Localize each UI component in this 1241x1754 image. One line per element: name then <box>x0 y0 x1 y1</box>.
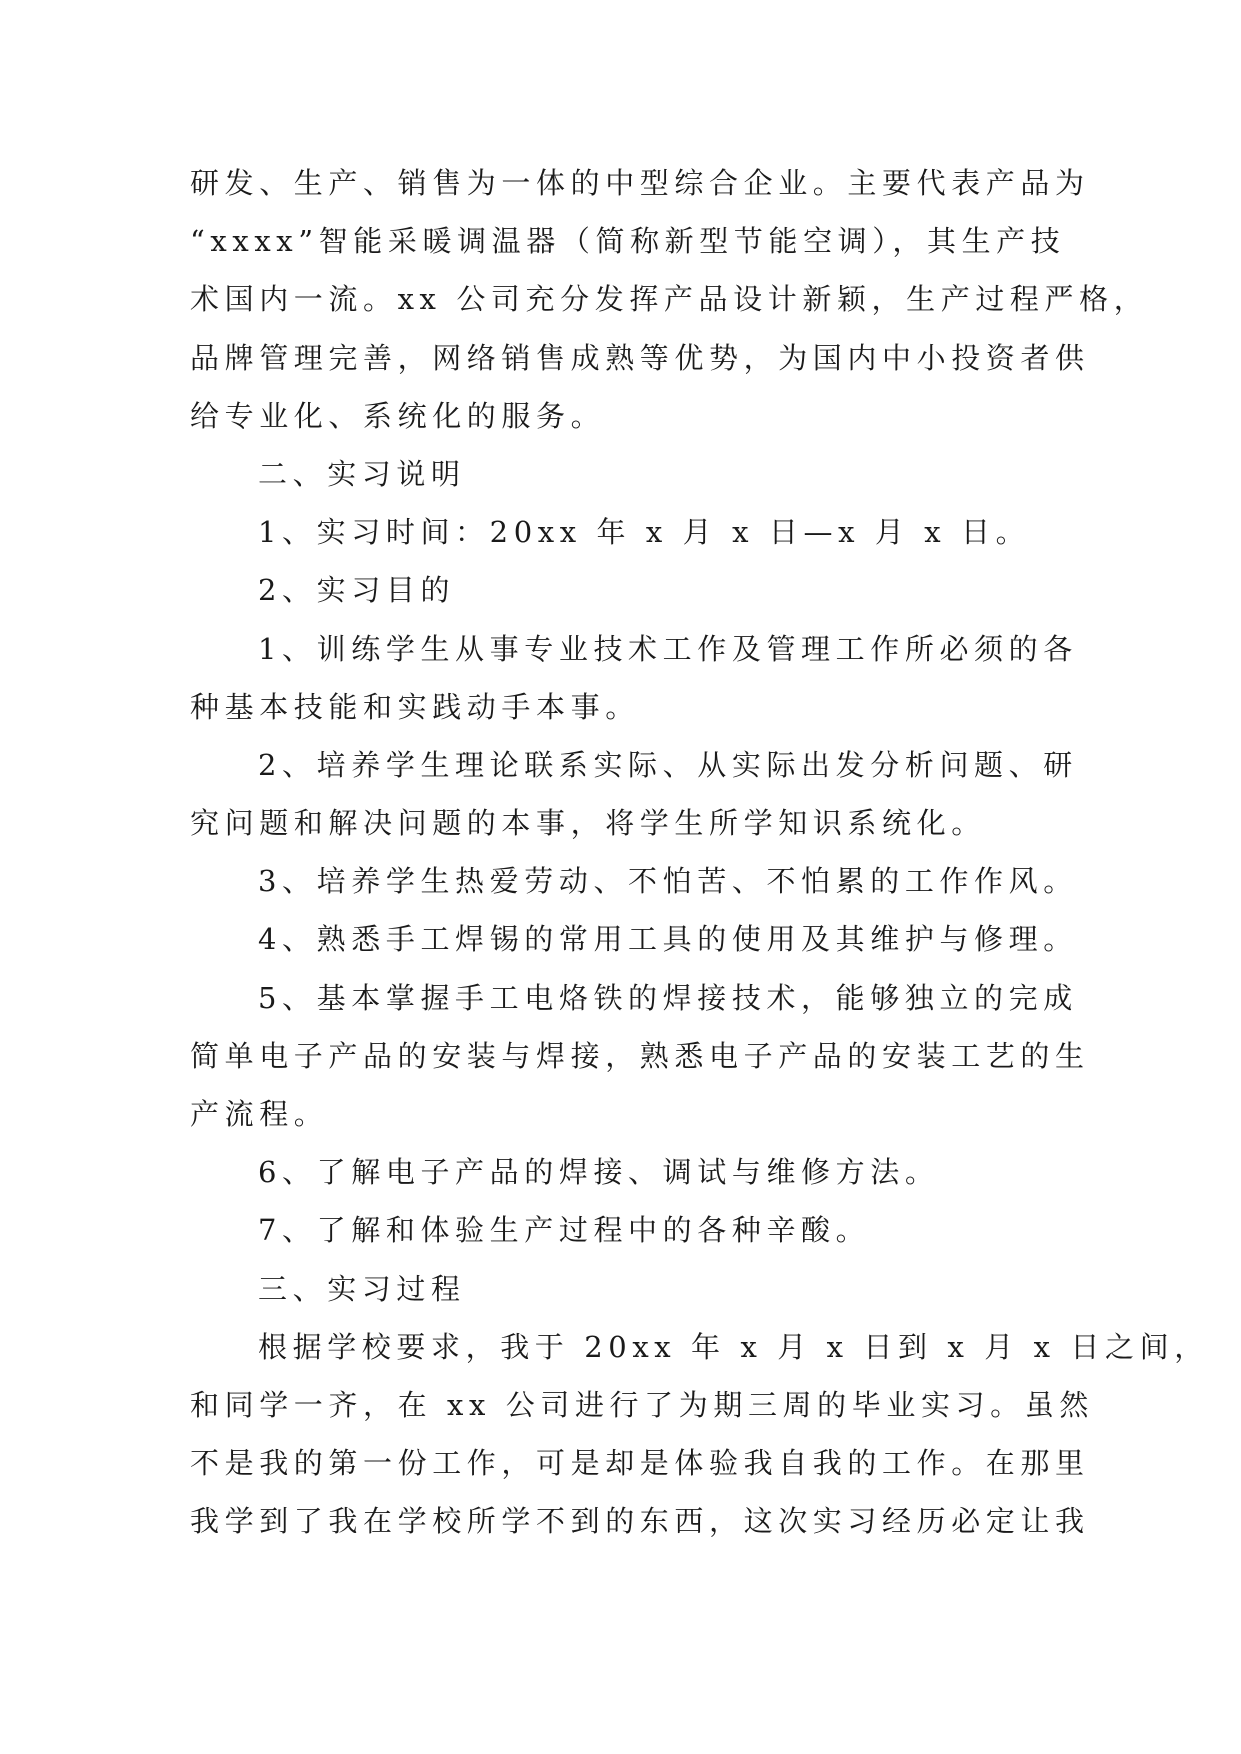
text-line: 2、实习目的 <box>258 573 456 608</box>
text-line: 简单电子产品的安装与焊接，熟悉电子产品的安装工艺的生 <box>190 1038 1090 1073</box>
text-line: 术国内一流。xx 公司充分发挥产品设计新颖，生产过程严格， <box>190 282 1149 317</box>
text-line: 1、训练学生从事专业技术工作及管理工作所必须的各 <box>258 631 1078 666</box>
text-line: 研发、生产、销售为一体的中型综合企业。主要代表产品为 <box>190 166 1090 200</box>
text-line: 1、实习时间：20xx 年 x 月 x 日—x 月 x 日。 <box>258 515 1031 550</box>
text-line: 7、了解和体验生产过程中的各种辛酸。 <box>258 1213 871 1248</box>
text-line: 不是我的第一份工作，可是却是体验我自我的工作。在那里 <box>190 1446 1090 1481</box>
document-body <box>190 154 1209 1551</box>
text-line: 5、基本掌握手工电烙铁的焊接技术，能够独立的完成 <box>258 980 1078 1015</box>
text-line: 品牌管理完善，网络销售成熟等优势，为国内中小投资者供 <box>190 340 1090 375</box>
text-line: 产流程。 <box>190 1097 329 1131</box>
text-line: 根据学校要求，我于 20xx 年 x 月 x 日到 x 月 x 日之间， <box>258 1329 1209 1364</box>
text-line: 给专业化、系统化的服务。 <box>190 398 606 433</box>
text-line: 和同学一齐，在 xx 公司进行了为期三周的毕业实习。虽然 <box>190 1387 1094 1422</box>
text-line: 我学到了我在学校所学不到的东西，这次实习经历必定让我 <box>190 1504 1090 1539</box>
text-line: 二、实习说明 <box>258 456 466 491</box>
text-line: 4、熟悉手工焊锡的常用工具的使用及其维护与修理。 <box>258 922 1078 957</box>
text-line: 3、培养学生热爱劳动、不怕苦、不怕累的工作作风。 <box>258 864 1078 899</box>
text-line: “xxxx”智能采暖调温器（简称新型节能空调），其生产技 <box>190 224 1066 259</box>
text-line: 究问题和解决问题的本事，将学生所学知识系统化。 <box>190 806 986 841</box>
text-line: 三、实习过程 <box>258 1271 466 1306</box>
text-line: 2、培养学生理论联系实际、从实际出发分析问题、研 <box>258 747 1078 782</box>
text-line: 6、了解电子产品的焊接、调试与维修方法。 <box>258 1155 940 1190</box>
text-line: 种基本技能和实践动手本事。 <box>190 689 640 724</box>
